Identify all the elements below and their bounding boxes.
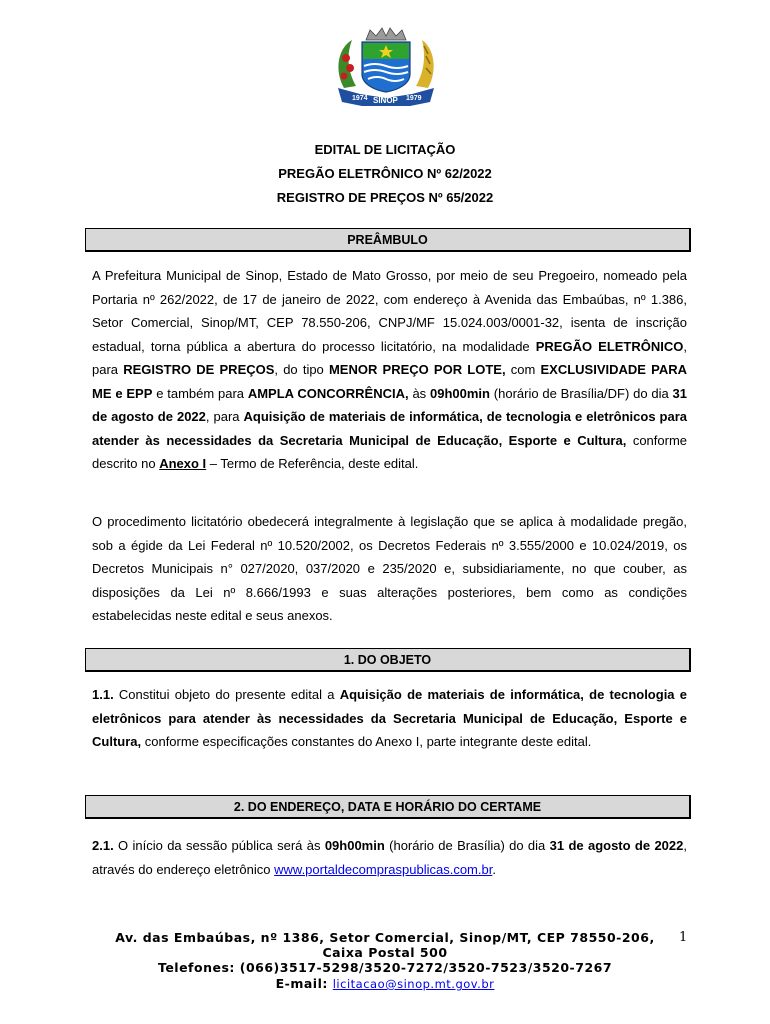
document-subtitle-registro: REGISTRO DE PREÇOS Nº 65/2022 (276, 190, 494, 205)
preambulo-paragraph: A Prefeitura Municipal de Sinop, Estado de Mato Grosso, por meio de seu Pregoeiro, nomeado pela Portaria nº 262/2022, de 17 de janeiro de 2022, com endereço à Avenida das Embaúbas, nº 1.386, Setor Comercial, Sinop/MT, CEP 78.550-206, CNPJ/MF 15.024.003/0001-32, isenta de inscrição estadual, torna pública a abertura do processo licitatório, na modalidade PREGÃO ELETRÔNICO, para REGISTRO DE PREÇOS, do tipo MENOR PREÇO POR LOTE, com EXCLUSIVIDADE PARA ME e EPP e também para AMPLA CONCORRÊNCIA, às 09h00min (horário de Brasília/DF) do dia 31 de agosto de 2022, para Aquisição de materiais de informática, de tecnologia e eletrônicos para atender às necessidades da Secretaria Municipal de Educação, Esporte e Cultura, conforme descrito no Anexo I – Termo de Referência, deste edital. (92, 268, 688, 471)
footer-phones: Telefones: (066)3517-5298/3520-7272/3520-7523/3520-7267 (157, 960, 613, 975)
section-header-preambulo: PREÂMBULO (85, 228, 691, 252)
email-link[interactable]: licitacao@sinop.mt.gov.br (332, 977, 495, 991)
endereco-paragraph: 2.1. O início da sessão pública será às 09h00min (horário de Brasília) do dia 31 de agosto de 2022, através do endereço eletrônico www.portaldecompraspublicas.com.br. (92, 838, 687, 877)
crest-year-left: 1974 (352, 95, 368, 102)
footer-address: Av. das Embaúbas, nº 1386, Setor Comercial, Sinop/MT, CEP 78550-206, (115, 930, 655, 945)
page-number: 1 (679, 930, 688, 945)
crest-city-name: SINOP (373, 96, 398, 105)
legislation-paragraph: O procedimento licitatório obedecerá integralmente à legislação que se aplica à modalidade pregão, sob a égide da Lei Federal nº 10.520/2002, os Decretos Federais nº 3.555/2000 e 10.024/2019, os Decretos Municipais n° 027/2020, 037/2020 e 235/2020 e, subsidiariamente, no que couber, as disposições da Lei nº 8.666/1993 e suas alterações posteriores, bem como as condições estabelecidas neste edital e seus anexos. (92, 514, 687, 623)
document-title: EDITAL DE LICITAÇÃO (314, 142, 456, 157)
crest-year-right: 1979 (406, 95, 422, 102)
document-subtitle-pregao: PREGÃO ELETRÔNICO Nº 62/2022 (278, 166, 492, 181)
footer-postal-box: Caixa Postal 500 (322, 945, 448, 960)
objeto-paragraph: 1.1. Constitui objeto do presente edital a Aquisição de materiais de informática, de tecnologia e eletrônicos para atender às necessidades da Secretaria Municipal de Educação, Esporte e Cultura, conforme especificações constantes do Anexo I, parte integrante deste edital. (92, 687, 688, 749)
footer-email: E-mail: licitacao@sinop.mt.gov.br (275, 976, 495, 991)
section-header-endereco: 2. DO ENDEREÇO, DATA E HORÁRIO DO CERTAME (85, 795, 691, 819)
municipal-crest-logo (330, 26, 442, 106)
portal-link[interactable]: www.portaldecompraspublicas.com.br (274, 861, 493, 877)
section-header-objeto: 1. DO OBJETO (85, 648, 691, 672)
